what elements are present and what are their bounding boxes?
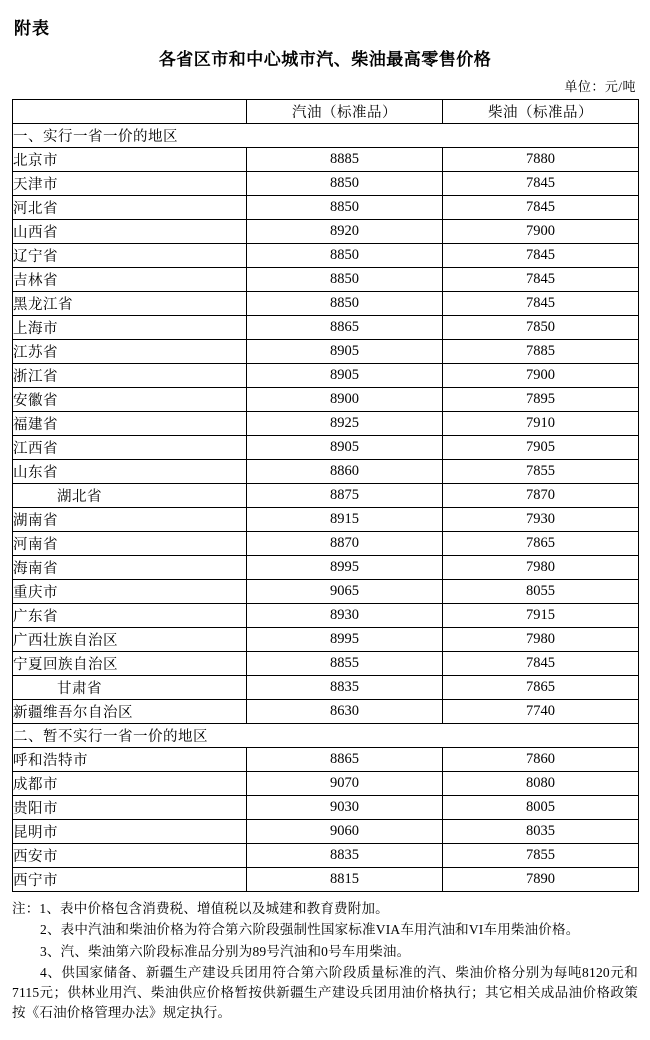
row-diesel-price: 7910 xyxy=(443,412,639,436)
row-gasoline-price: 8850 xyxy=(247,196,443,220)
row-region: 成都市 xyxy=(13,772,247,796)
row-diesel-price: 7855 xyxy=(443,844,639,868)
row-region: 北京市 xyxy=(13,148,247,172)
row-gasoline-price: 8630 xyxy=(247,700,443,724)
row-region: 山东省 xyxy=(13,460,247,484)
row-gasoline-price: 8930 xyxy=(247,604,443,628)
row-region: 呼和浩特市 xyxy=(13,748,247,772)
row-diesel-price: 7865 xyxy=(443,532,639,556)
row-region: 西宁市 xyxy=(13,868,247,892)
row-diesel-price: 7895 xyxy=(443,388,639,412)
table-row xyxy=(13,796,639,820)
row-diesel-price: 7885 xyxy=(443,340,639,364)
row-diesel-price: 7845 xyxy=(443,244,639,268)
row-gasoline-price: 8995 xyxy=(247,556,443,580)
table-row xyxy=(13,196,639,220)
row-diesel-price: 7845 xyxy=(443,292,639,316)
table-row xyxy=(13,340,639,364)
row-diesel-price: 7860 xyxy=(443,748,639,772)
row-region: 浙江省 xyxy=(13,364,247,388)
table-row xyxy=(13,220,639,244)
row-gasoline-price: 8925 xyxy=(247,412,443,436)
row-diesel-price: 7900 xyxy=(443,220,639,244)
row-gasoline-price: 8850 xyxy=(247,244,443,268)
row-diesel-price: 7740 xyxy=(443,700,639,724)
table-row xyxy=(13,172,639,196)
row-gasoline-price: 8850 xyxy=(247,268,443,292)
row-gasoline-price: 9060 xyxy=(247,820,443,844)
row-diesel-price: 7980 xyxy=(443,628,639,652)
table-row xyxy=(13,292,639,316)
table-row xyxy=(13,652,639,676)
row-region: 上海市 xyxy=(13,316,247,340)
row-diesel-price: 7845 xyxy=(443,172,639,196)
row-region: 湖南省 xyxy=(13,508,247,532)
row-region: 吉林省 xyxy=(13,268,247,292)
row-diesel-price: 7930 xyxy=(443,508,639,532)
row-region: 福建省 xyxy=(13,412,247,436)
table-row xyxy=(13,700,639,724)
row-diesel-price: 7845 xyxy=(443,652,639,676)
row-gasoline-price: 8995 xyxy=(247,628,443,652)
row-gasoline-price: 8855 xyxy=(247,652,443,676)
price-table xyxy=(12,99,639,892)
row-region: 广东省 xyxy=(13,604,247,628)
row-gasoline-price: 8900 xyxy=(247,388,443,412)
row-diesel-price: 8005 xyxy=(443,796,639,820)
row-gasoline-price: 8905 xyxy=(247,364,443,388)
column-header-gasoline: 汽油（标准品） xyxy=(247,100,443,124)
row-region: 江西省 xyxy=(13,436,247,460)
row-gasoline-price: 8850 xyxy=(247,172,443,196)
row-gasoline-price: 8870 xyxy=(247,532,443,556)
section-header-row xyxy=(13,724,639,748)
unit-note: 单位：元/吨 xyxy=(564,79,636,94)
section-header-row xyxy=(13,124,639,148)
row-region: 江苏省 xyxy=(13,340,247,364)
row-gasoline-price: 8905 xyxy=(247,436,443,460)
row-region: 山西省 xyxy=(13,220,247,244)
row-diesel-price: 8035 xyxy=(443,820,639,844)
row-diesel-price: 7850 xyxy=(443,316,639,340)
row-region: 黑龙江省 xyxy=(13,292,247,316)
table-row xyxy=(13,268,639,292)
row-gasoline-price: 8875 xyxy=(247,484,443,508)
section-title: 二、暂不实行一省一价的地区 xyxy=(13,724,639,748)
row-gasoline-price: 8865 xyxy=(247,748,443,772)
table-header-row xyxy=(13,100,639,124)
row-gasoline-price: 8860 xyxy=(247,460,443,484)
table-row xyxy=(13,460,639,484)
row-diesel-price: 8080 xyxy=(443,772,639,796)
row-gasoline-price: 8915 xyxy=(247,508,443,532)
row-gasoline-price: 9030 xyxy=(247,796,443,820)
table-row xyxy=(13,604,639,628)
table-row xyxy=(13,484,639,508)
row-gasoline-price: 8835 xyxy=(247,676,443,700)
row-region: 海南省 xyxy=(13,556,247,580)
footnote-1: 注：1、表中价格包含消费税、增值税以及城建和教育费附加。 xyxy=(12,901,389,916)
table-row xyxy=(13,364,639,388)
row-diesel-price: 7855 xyxy=(443,460,639,484)
row-diesel-price: 7905 xyxy=(443,436,639,460)
table-row xyxy=(13,412,639,436)
row-diesel-price: 8055 xyxy=(443,580,639,604)
row-diesel-price: 7870 xyxy=(443,484,639,508)
table-row xyxy=(13,508,639,532)
row-region: 重庆市 xyxy=(13,580,247,604)
row-region: 河南省 xyxy=(13,532,247,556)
row-region: 天津市 xyxy=(13,172,247,196)
row-diesel-price: 7845 xyxy=(443,196,639,220)
row-region: 广西壮族自治区 xyxy=(13,628,247,652)
row-diesel-price: 7980 xyxy=(443,556,639,580)
column-header-diesel: 柴油（标准品） xyxy=(443,100,639,124)
row-diesel-price: 7915 xyxy=(443,604,639,628)
row-region: 新疆维吾尔自治区 xyxy=(13,700,247,724)
table-row xyxy=(13,580,639,604)
table-row xyxy=(13,436,639,460)
row-region: 昆明市 xyxy=(13,820,247,844)
row-gasoline-price: 8920 xyxy=(247,220,443,244)
footnote-2: 2、表中汽油和柴油价格为符合第六阶段强制性国家标准VIA车用汽油和VI车用柴油价格。 xyxy=(40,922,580,938)
table-header xyxy=(13,100,639,124)
column-header-region xyxy=(13,100,247,124)
row-diesel-price: 7880 xyxy=(443,148,639,172)
attachment-label: 附表 xyxy=(14,19,50,38)
row-region: 辽宁省 xyxy=(13,244,247,268)
table-row xyxy=(13,556,639,580)
row-region: 宁夏回族自治区 xyxy=(13,652,247,676)
row-gasoline-price: 8815 xyxy=(247,868,443,892)
row-region: 甘肃省 xyxy=(13,676,247,700)
footnote-4: 4、供国家储备、新疆生产建设兵团用符合第六阶段质量标准的汽、柴油价格分别为每吨8120元和7115元；供林业用汽、柴油供应价格暂按供新疆生产建设兵团用油价格执行；其它相关成品油价格政策按《石油价格管理办法》规定执行。 xyxy=(12,964,638,1021)
footnote-3: 3、汽、柴油第六阶段标准品分别为89号汽油和0号车用柴油。 xyxy=(40,943,411,959)
table-body xyxy=(13,124,639,892)
footnotes xyxy=(12,899,638,1024)
table-row xyxy=(13,532,639,556)
row-region: 湖北省 xyxy=(13,484,247,508)
table-row xyxy=(13,388,639,412)
table-row xyxy=(13,148,639,172)
row-region: 安徽省 xyxy=(13,388,247,412)
row-diesel-price: 7845 xyxy=(443,268,639,292)
page-title: 各省区市和中心城市汽、柴油最高零售价格 xyxy=(158,50,492,69)
row-gasoline-price: 9070 xyxy=(247,772,443,796)
row-diesel-price: 7865 xyxy=(443,676,639,700)
row-gasoline-price: 8835 xyxy=(247,844,443,868)
row-region: 西安市 xyxy=(13,844,247,868)
row-gasoline-price: 8850 xyxy=(247,292,443,316)
table-row xyxy=(13,820,639,844)
table-row xyxy=(13,772,639,796)
table-row xyxy=(13,244,639,268)
table-row xyxy=(13,748,639,772)
row-gasoline-price: 8905 xyxy=(247,340,443,364)
section-title: 一、实行一省一价的地区 xyxy=(13,124,639,148)
table-row xyxy=(13,628,639,652)
row-diesel-price: 7890 xyxy=(443,868,639,892)
row-gasoline-price: 8885 xyxy=(247,148,443,172)
row-region: 贵阳市 xyxy=(13,796,247,820)
row-region: 河北省 xyxy=(13,196,247,220)
table-row xyxy=(13,868,639,892)
table-row xyxy=(13,316,639,340)
row-diesel-price: 7900 xyxy=(443,364,639,388)
row-gasoline-price: 8865 xyxy=(247,316,443,340)
table-row xyxy=(13,676,639,700)
row-gasoline-price: 9065 xyxy=(247,580,443,604)
table-row xyxy=(13,844,639,868)
